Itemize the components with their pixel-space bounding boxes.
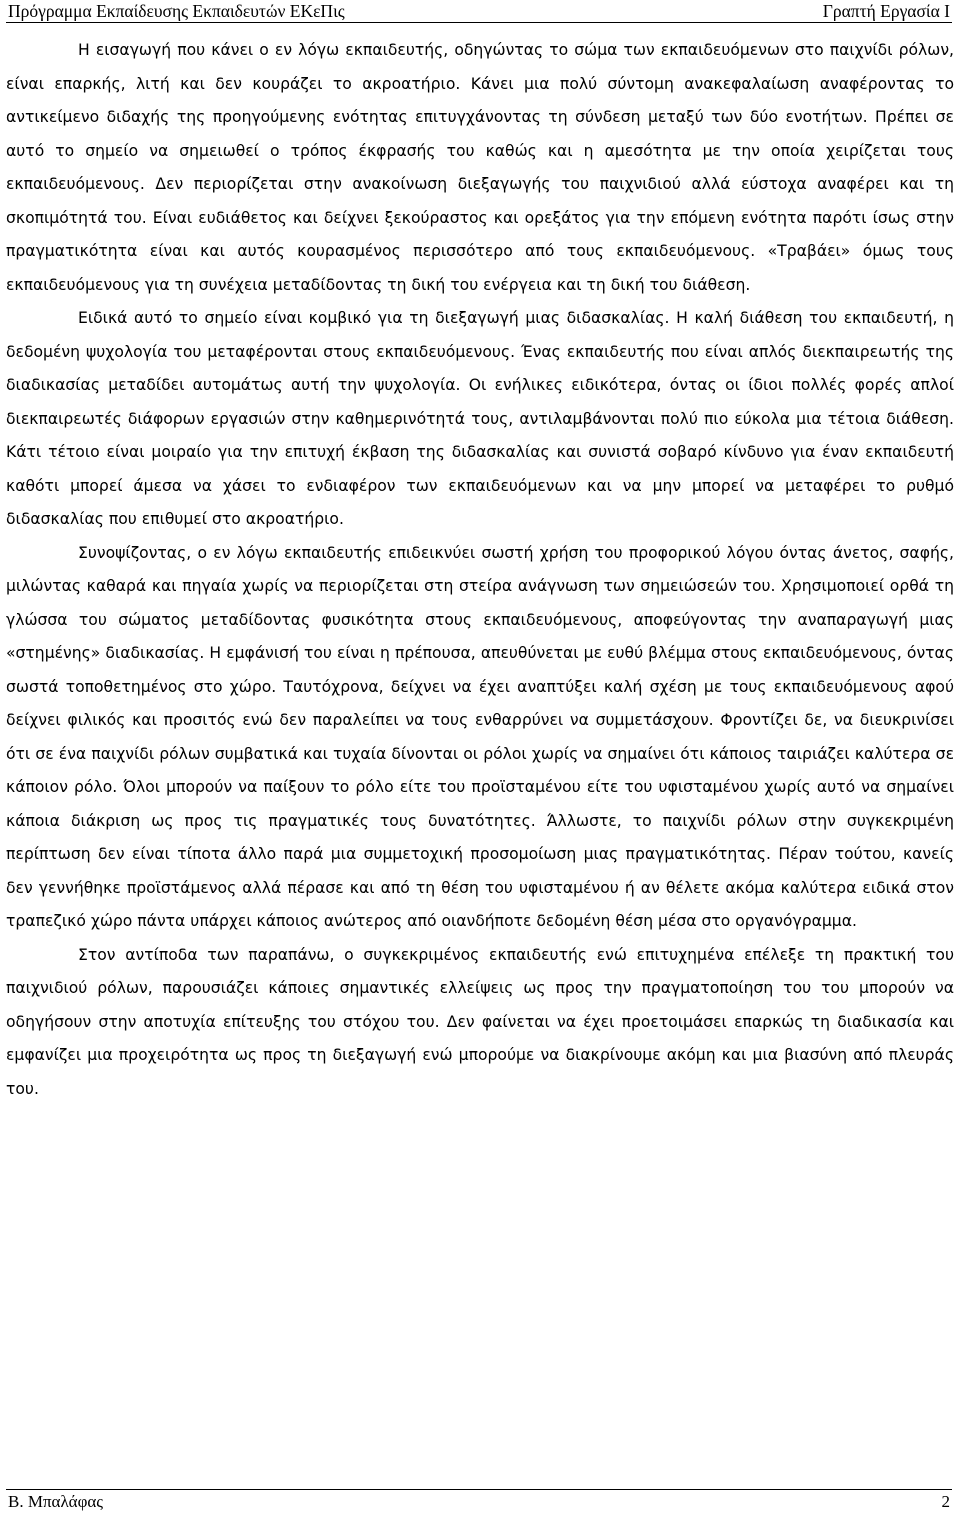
page-number: 2	[941, 1492, 950, 1511]
paragraph-mood: Ειδικά αυτό το σημείο είναι κομβικό για τη διεξαγωγή μιας διδασκαλίας. Η καλή διάθεση του εκπαιδευτή, η δεδομένη ψυχολογία του μεταφέρονται στους εκπαιδευόμενους. Ένας εκπαιδευτής που είναι απλός διεκπαιρεωτής της διαδικασίας μεταδίδει αυτομάτως αυτή την ψυχολογία. Οι ενήλικες ειδικότερα, όντας οι ίδιοι πολλές φορές απλοί διεκπαιρεωτές διάφορων εργασιών στην καθημερινότητά τους, αντιλαμβάνονται πολύ πιο εύκολα μια τέτοια διάθεση. Κάτι τέτοιο είναι μοιραίο για την επιτυχή έκβαση της διδασκαλίας και συνιστά σοβαρό κίνδυνο για έναν εκπαιδευτή καθότι μπορεί άμεσα να χάσει το ενδιαφέρον των εκπαιδευόμενων και να μην μπορεί να μεταφέρει το ρυθμό διδασκαλίας που επιθυμεί στο ακροατήριο.	[6, 309, 954, 528]
document-body	[6, 34, 954, 1106]
paragraph-summary: Συνοψίζοντας, ο εν λόγω εκπαιδευτής επιδεικνύει σωστή χρήση του προφορικού λόγου όντας άνετος, σαφής, μιλώντας καθαρά και πηγαία χωρίς να περιορίζεται στη στείρα ανάγνωση των σημειώσεών του. Χρησιμοποιεί ορθά τη γλώσσα του σώματος μεταδίδοντας φυσικότητα στους εκπαιδευόμενους, αποφεύγοντας την αναπαραγωγή μιας «στημένης» διαδικασίας. Η εμφάνισή του είναι η πρέπουσα, απευθύνεται με ευθύ βλέμμα στους εκπαιδευόμενους, όντας σωστά τοποθετημένος στο χώρο. Ταυτόχρονα, δείχνει να έχει αναπτύξει καλή σχέση με τους εκπαιδευόμενους αφού δείχνει φιλικός και προσιτός ενώ δεν παραλείπει να τους ενθαρρύνει να συμμετάσχουν. Φροντίζει δε, να διευκρινίσει ότι σε ένα παιχνίδι ρόλων συμβατικά και τυχαία δίνονται οι ρόλοι χωρίς να σημαίνει ότι κάποιος ταιριάζει καλύτερα σε κάποιον ρόλο. Όλοι μπορούν να παίξουν το ρόλο είτε του προϊσταμένου είτε του υφισταμένου χωρίς αυτό να σημαίνει κάποια διάκριση ως προς τις πραγματικές τους δυνατότητες. Άλλωστε, το παιχνίδι ρόλων στην συγκεκριμένη περίπτωση δεν είναι τίποτα άλλο παρά μια συμμετοχική προσομοίωση μιας πραγματικότητας. Πέραν τούτου, κανείς δεν γεννήθηκε προϊστάμενος αλλά πέρασε και από τη θέση του υφισταμένου ή αν θέλετε ακόμα καλύτερα ειδικά στον τραπεζικό χώρο πάντα υπάρχει κάποιος ανώτερος από οιανδήποτε δεδομένη θέση μέσα στο οργανόγραμμα.	[6, 543, 954, 930]
page-footer	[6, 1489, 952, 1512]
paragraph-weaknesses: Στον αντίποδα των παραπάνω, ο συγκεκριμένος εκπαιδευτής ενώ επιτυχημένα επέλεξε τη πρακτική του παιχνιδιού ρόλων, παρουσιάζει κάποιες σημαντικές ελλείψεις ως προς την πραγματοποίηση του του μπορούν να οδηγήσουν στην αποτυχία επίτευξης του στόχου του. Δεν φαίνεται να έχει προετοιμάσει επαρκώς τη διαδικασία και εμφανίζει μια προχειρότητα ως προς τη διεξαγωγή ενώ μπορούμε να διακρίνουμε ακόμη και μια βιασύνη από πλευράς του.	[6, 945, 954, 1098]
footer-author: Β. Μπαλάφας	[8, 1492, 104, 1511]
header-course-title: Πρόγραμμα Εκπαίδευσης Εκπαιδευτών ΕΚεΠις	[8, 1, 345, 21]
page-header	[6, 0, 952, 23]
paragraph-introduction: Η εισαγωγή που κάνει ο εν λόγω εκπαιδευτής, οδηγώντας το σώμα των εκπαιδευόμενων στο παιχνίδι ρόλων, είναι επαρκής, λιτή και δεν κουράζει το ακροατήριο. Κάνει μια πολύ σύντομη ανακεφαλαίωση αναφέροντας το αντικείμενο διδαχής της προηγούμενης ενότητας επιτυγχάνοντας τη σύνδεση μεταξύ των δύο ενοτήτων. Πρέπει σε αυτό το σημείο να σημειωθεί ο τρόπος έκφρασής του καθώς και η αμεσότητα με την οποία χειρίζεται τους εκπαιδευόμενους. Δεν περιορίζεται στην ανακοίνωση διεξαγωγής του παιχνιδιού αλλά εύστοχα αναφέρει και τη σκοπιμότητά του. Είναι ευδιάθετος και δείχνει ξεκούραστος και ορεξάτος για την επόμενη ενότητα παρότι ίσως στην πραγματικότητα είναι και αυτός κουρασμένος περισσότερο από τους εκπαιδευόμενους. «Τραβάει» όμως τους εκπαιδευόμενους για τη συνέχεια μεταδίδοντας τη δική του ενέργεια και τη δική του διάθεση.	[6, 41, 954, 294]
header-assignment-title: Γραπτή Εργασία Ι	[822, 1, 950, 21]
